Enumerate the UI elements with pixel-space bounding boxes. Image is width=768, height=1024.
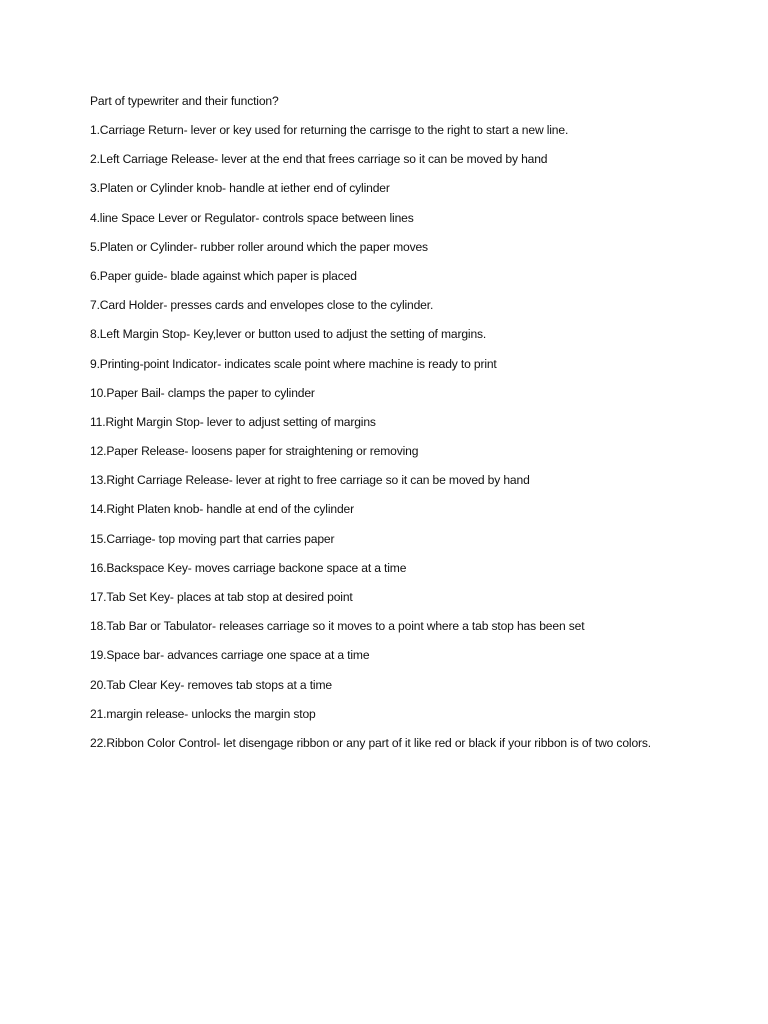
list-item: 12.Paper Release- loosens paper for straightening or removing bbox=[90, 444, 419, 459]
list-item: 18.Tab Bar or Tabulator- releases carriage so it moves to a point where a tab stop has been set bbox=[90, 619, 585, 634]
parts-list bbox=[90, 122, 670, 751]
list-item: 1.Carriage Return- lever or key used for returning the carrisge to the right to start a new line. bbox=[90, 123, 569, 137]
list-item: 9.Printing-point Indicator- indicates scale point where machine is ready to print bbox=[90, 356, 497, 371]
list-item: 7.Card Holder- presses cards and envelopes close to the cylinder. bbox=[90, 298, 434, 313]
list-item: 4.line Space Lever or Regulator- controls space between lines bbox=[90, 210, 414, 225]
document-title: Part of typewriter and their function? bbox=[90, 94, 279, 108]
list-item: 17.Tab Set Key- places at tab stop at desired point bbox=[90, 590, 353, 604]
list-item: 5.Platen or Cylinder- rubber roller around which the paper moves bbox=[90, 239, 428, 254]
list-item: 19.Space bar- advances carriage one space at a time bbox=[90, 648, 370, 663]
list-item: 8.Left Margin Stop- Key,lever or button used to adjust the setting of margins. bbox=[90, 327, 487, 342]
list-item: 15.Carriage- top moving part that carries paper bbox=[90, 531, 335, 546]
list-item: 10.Paper Bail- clamps the paper to cylinder bbox=[90, 385, 315, 400]
list-item: 2.Left Carriage Release- lever at the end that frees carriage so it can be moved by hand bbox=[90, 152, 548, 167]
list-item: 11.Right Margin Stop- lever to adjust setting of margins bbox=[90, 414, 376, 429]
list-item: 3.Platen or Cylinder knob- handle at iether end of cylinder bbox=[90, 181, 390, 196]
list-item: 16.Backspace Key- moves carriage backone space at a time bbox=[90, 560, 407, 575]
list-item: 13.Right Carriage Release- lever at right to free carriage so it can be moved by hand bbox=[90, 473, 530, 488]
list-item: 22.Ribbon Color Control- let disengage ribbon or any part of it like red or black if your ribbon is of two colors. bbox=[90, 735, 652, 750]
list-item: 14.Right Platen knob- handle at end of the cylinder bbox=[90, 502, 354, 517]
list-item: 21.margin release- unlocks the margin stop bbox=[90, 706, 316, 721]
list-item: 6.Paper guide- blade against which paper is placed bbox=[90, 268, 357, 283]
list-item: 20.Tab Clear Key- removes tab stops at a time bbox=[90, 677, 332, 692]
document-body bbox=[90, 93, 670, 764]
